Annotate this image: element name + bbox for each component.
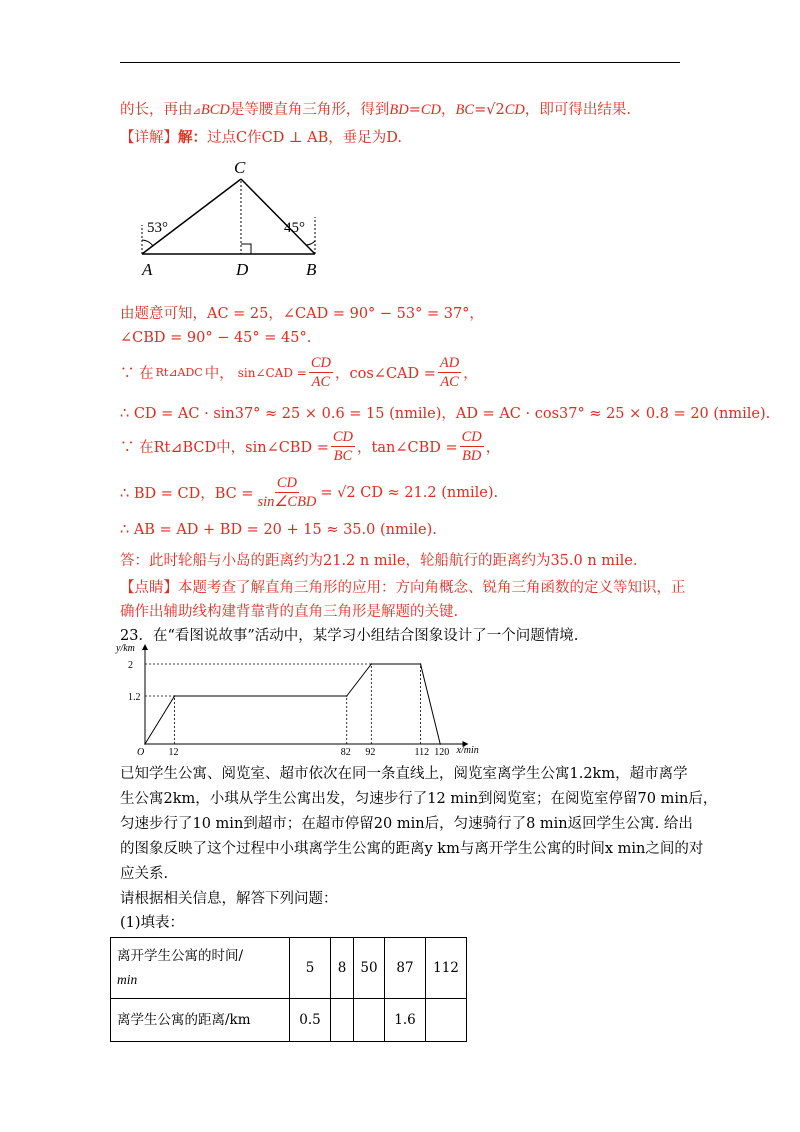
answer-line: 答：此时轮船与小岛的距离约为21.2 n mile，轮船航行的距离约为35.0 n mile. [120,553,638,569]
table-cell[interactable] [426,999,467,1042]
q23-para-1: 已知学生公寓、阅览室、超市依次在同一条直线上，阅览室离学生公寓1.2km，超市离学 [120,766,688,782]
q23-para-5: 应关系. [120,866,169,882]
angle-45-label: 45° [284,220,305,236]
x-tick-label: 112 [414,747,430,758]
q23-para-7: (1)填表： [120,915,185,931]
data-point [420,663,422,665]
label-a: A [142,260,153,279]
header-rule [120,62,680,63]
l3-zhong: 中， [204,366,234,382]
x-tick-label: 82 [340,747,351,758]
x-axis-label: x/min [456,745,479,756]
x-tick-label: 120 [434,747,450,758]
l5-end: ， [485,440,501,456]
series-segment [347,664,372,696]
x-tick-label: 12 [168,747,179,758]
series-segment [421,664,441,744]
data-point [346,695,348,697]
data-point [439,743,441,745]
table-cell[interactable] [354,999,385,1042]
label-d: D [236,260,249,279]
l6-text-a: ∴ BD = CD，BC = [120,486,254,502]
table-row [111,999,467,1042]
l3-because: ∵ 在 [120,366,154,382]
data-point [174,695,176,697]
intro-text-h: BC [455,102,475,118]
solution-line-1: 由题意可知，AC = 25，∠CAD = 90° − 53° = 37°， [120,306,484,322]
solution-line-7: ∴ AB = AD + BD = 20 + 15 ≈ 35.0 (nmile). [120,522,437,538]
intro-text-f: CD [420,102,442,118]
l5-text-b: ，tan∠CBD = [357,440,458,456]
table-row2-head: 离学生公寓的距离/km [111,999,290,1042]
question-23-title: 23．在“看图说故事”活动中，某学习小组结合图象设计了一个问题情境. [120,628,579,644]
angle-53-label: 53° [147,220,168,236]
intro-text-c: 是等腰直角三角形，得到 [229,102,390,118]
detail-text: 过点C作CD ⊥ AB，垂足为D. [207,130,403,146]
q23-para-4: 的图象反映了这个过程中小琪离学生公寓的距离y km与离开学生公寓的时间x min之间的对 [120,841,704,857]
table-cell[interactable]: 0.5 [290,999,331,1042]
detail-jie: 解： [178,129,207,146]
l6-text-b: = √2 CD ≈ 21.2 (nmile). [320,484,499,501]
table-cell: 87 [385,938,426,999]
detail-tag: 【详解】 [120,130,178,146]
solution-line-3 [120,354,478,391]
l5-frac-1: $\frac{CD}{BC}$ [332,429,354,464]
l5-frac-2: $\frac{CD}{BD}$ [461,429,482,464]
y-tick-label: 2 [128,660,133,671]
data-point [144,743,146,745]
x-tick-label: O [137,747,145,758]
label-c: C [234,158,246,177]
review-line-2: 确作出辅助线构建背靠背的直角三角形是解题的关键. [120,604,459,620]
y-tick-label: 1.2 [128,692,141,703]
l5-text-a: ∵ 在Rt⊿BCD中，sin∠CBD = [120,440,329,456]
triangle-figure [130,155,330,285]
solution-line-6 [120,474,498,511]
data-point [371,663,373,665]
series-segment [145,696,175,744]
l3-frac-2: $\frac{AD}{AC}$ [439,355,460,390]
review-text-1: 本题考查了解直角三角形的应用：方向角概念、锐角三角函数的定义等知识，正 [178,580,686,596]
table-cell: 5 [290,938,331,999]
l3-cos: ，cos∠CAD = [335,366,436,382]
intro-text-k: ，即可得出结果. [524,102,631,118]
distance-time-chart [110,642,479,758]
solution-line-4: ∴ CD = AC · sin37° ≈ 25 × 0.6 = 15 (nmile)，AD = AC · cos37° ≈ 25 × 0.8 = 20 (nmile). [120,406,771,422]
x-tick-label: 92 [365,747,376,758]
solution-line-2: ∠CBD = 90° − 45° = 45°. [120,330,312,346]
fill-table [110,937,467,1042]
detail-line [120,126,402,147]
q23-para-3: 匀速步行了10 min到超市；在超市停留20 min后，匀速骑行了8 min返回学生公寓. 给出 [120,816,693,832]
triangle-symbol: ⊿ [192,106,201,117]
intro-line [120,98,631,119]
q23-para-2: 生公寓2km，小琪从学生公寓出发，匀速步行了12 min到阅览室；在阅览室停留70 min后， [120,791,718,807]
review-line-1 [120,576,686,597]
q23-para-6: 请根据相关信息，解答下列问题： [120,891,338,907]
intro-text-i: =√2 [474,102,505,118]
solution-line-5 [120,428,500,465]
label-b: B [306,260,317,279]
table-cell: 50 [354,938,385,999]
l3-rt: Rt⊿ADC [155,366,203,379]
table-row [111,938,467,999]
table-cell: 112 [426,938,467,999]
l6-frac: $\frac{CD}{\text{sin∠CBD}}$ [257,475,317,510]
l3-frac-1: $\frac{CD}{AC}$ [310,355,331,390]
l3-sin: sin∠CAD = [237,365,307,380]
intro-text-j: CD [504,102,525,118]
table-row1-head: 离开学生公寓的时间/ min [111,938,290,999]
intro-text-a: 的长，再由 [120,102,193,118]
l3-end: ， [463,366,478,382]
table-cell[interactable]: 1.6 [385,999,426,1042]
y-axis-label: y/km [116,643,135,654]
intro-text-g: ， [441,102,456,118]
table-cell[interactable] [331,999,354,1042]
intro-text-e: = [408,102,421,118]
y-axis-arrow [142,644,148,650]
intro-text-b: BCD [200,102,230,118]
intro-text-d: BD [389,102,409,118]
review-tag: 【点睛】 [120,580,178,596]
table-cell: 8 [331,938,354,999]
